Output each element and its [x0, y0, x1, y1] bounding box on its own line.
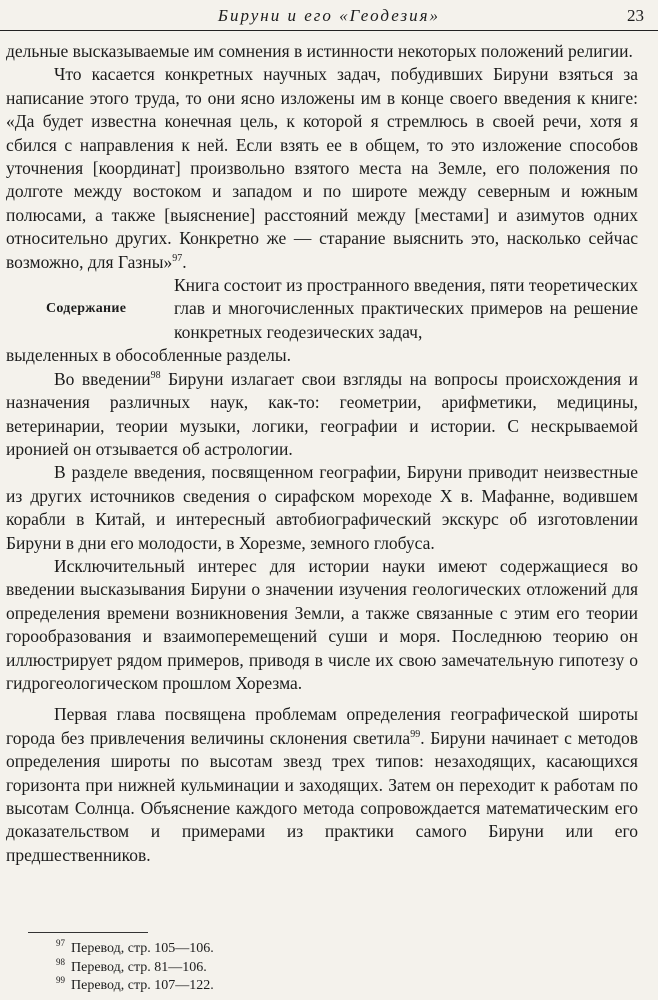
paragraph-2-end: . [182, 251, 187, 272]
footnote-number: 98 [56, 956, 65, 967]
paragraph-5: В разделе введения, посвященном географии, Бируни приводит неизвестные из других источников сведения о сирафском мореходе X в. Мафанне, водившем корабли в Китай, и интересный автобиографический экскурс об изготовлении Бируни в дни его молодости, в Хорезме, земного глобуса. [6, 462, 638, 553]
footnote-number: 97 [56, 938, 65, 949]
paragraph-2-text: Что касается конкретных научных задач, побудивших Бируни взяться за написание этого труда, то они ясно изложены им в конце своего введения к книге: «Да будет известна конечная цель, к которой я стремлюсь в своей речи, хотя я сбился с направления к ней. Если взять ее в общем, то это изложение способов уточнения [координат] произвольно взятого места на Земле, его положения по долготе между востоком и западом и по широте между северным и южным полюсами, а также [выяснение] расстояний между [местами] и азимутов одних относительно других. Конкретно же — старание выяснить это, насколько сейчас возможно, для Газны» [6, 64, 638, 272]
footnote-text: Перевод, стр. 105—106. [71, 941, 214, 956]
paragraph-3-side: Книга состоит из пространного введения, пяти теоретических глав и многочисленных практических примеров на решение конкретных геодезических задач, [174, 275, 638, 342]
page-number: 23 [627, 6, 644, 25]
footnote-ref-98: 98 [150, 369, 161, 381]
footnote-ref-99: 99 [410, 728, 421, 740]
margin-heading-content: Содержание [46, 301, 127, 317]
footnote-ref-97: 97 [172, 252, 183, 264]
footnote-97 [56, 940, 456, 959]
paragraph-3-continued: выделенных в обособленные разделы. [6, 345, 292, 366]
footnote-number: 99 [56, 975, 65, 986]
footnotes [56, 940, 456, 996]
paragraph-4-rest: Бируни излагает свои взгляды на вопросы происхождения и назначения различных наук, как-то: геометрии, арифметики, медицины, ветеринарии, теории музыки, логики, географии и истории. С нескрываемой иронией он отзывается об астрологии. [6, 368, 638, 459]
footnote-98 [56, 956, 456, 978]
paragraph-1: дельные высказываемые им сомнения в истинности некоторых положений религии. [6, 41, 633, 61]
footnote-99 [56, 977, 456, 996]
footnote-text: Перевод, стр. 107—122. [71, 978, 214, 993]
paragraph-2 [6, 63, 638, 274]
paragraph-4 [6, 368, 638, 462]
paragraph-7 [6, 703, 638, 867]
paragraph-7-rest: . Бируни начинает с методов определения широты по высотам звезд трех типов: незаходящих, касающихся горизонта при нижней кульминации и заходящих. Затем он переходит к работам по высотам Солнца. Объяснение каждого метода сопровождается математическим его доказательством и примерами из практики самого Бируни или его предшественников. [6, 727, 639, 865]
footnote-text: Перевод, стр. 81—106. [71, 959, 207, 975]
content-section [6, 274, 638, 344]
running-title: Бируни и его «Геодезия» [217, 6, 441, 25]
paragraph-4-start: Во введении [54, 368, 151, 389]
paragraph-7-start: Первая глава посвящена проблемам определения географической широты города без привлечения величины склонения светила [6, 704, 638, 748]
footnote-divider [28, 932, 148, 933]
page-header [0, 0, 658, 31]
body-text [6, 40, 638, 867]
paragraph-6: Исключительный интерес для истории науки имеют содержащиеся во введении высказывания Бируни о значении изучения геологических отложений для определения времени возникновения Земли, а также связанные с этим его теории горообразования и взаимоперемещений суши и моря. Последнюю теорию он иллюстрирует рядом примеров, приводя в числе их свою замечательную гипотезу о гидрогеологическом прошлом Хорезма. [6, 555, 638, 693]
